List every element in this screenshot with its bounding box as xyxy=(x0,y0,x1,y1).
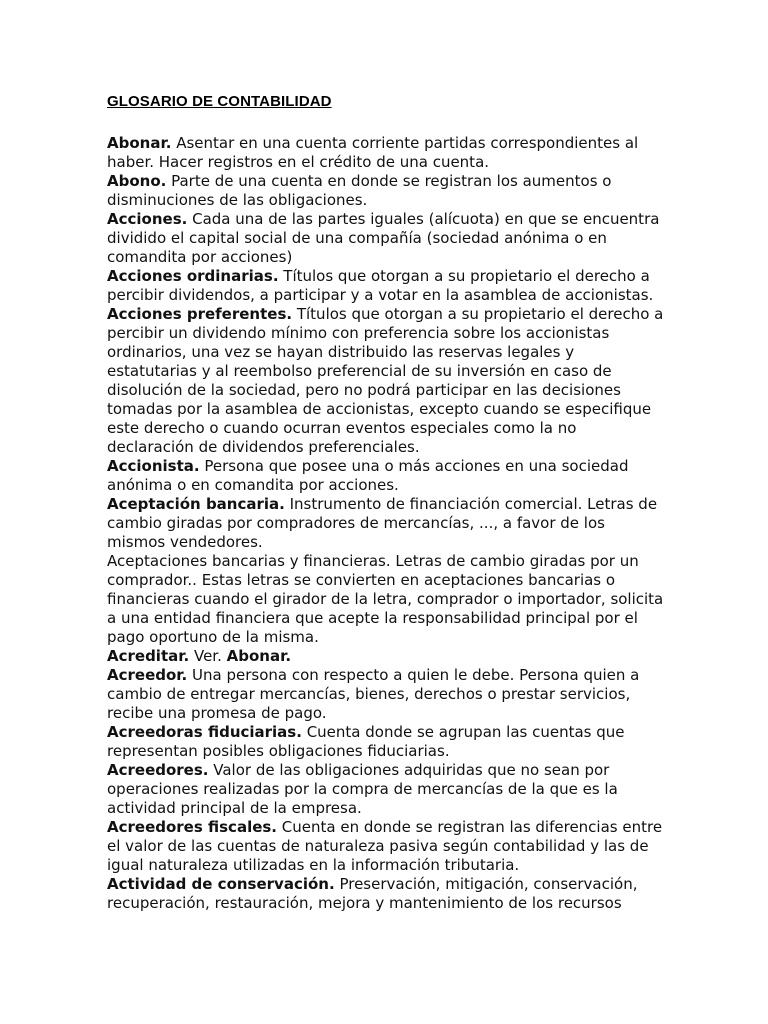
entry-definition: Aceptaciones bancarias y financieras. Letras de cambio giradas por un comprador.. Estas letras se convierten en aceptaciones bancarias o financieras cuando el girador de la letra, comprador o importador, solicita a una entidad financiera que acepte la responsabilidad principal por el pago oportuno de la misma. xyxy=(107,552,664,646)
glossary-entry xyxy=(107,647,667,666)
entry-term: Accionista. xyxy=(107,457,200,475)
entry-definition: Parte de una cuenta en donde se registran los aumentos o disminuciones de las obligaciones. xyxy=(107,172,612,209)
glossary-entry xyxy=(107,875,667,913)
page-title: GLOSARIO DE CONTABILIDAD xyxy=(107,93,332,110)
entry-term: Acciones ordinarias. xyxy=(107,267,279,285)
entry-definition: Títulos que otorgan a su propietario el derecho a percibir un dividendo mínimo con preferencia sobre los accionistas ordinarios, una vez se hayan distribuido las reservas legales y estatutarias y al reembolso preferencial de su inversión en caso de disolución de la sociedad, pero no podrá participar en las decisiones tomadas por la asamblea de accionistas, excepto cuando se especifique este derecho o cuando ocurran eventos especiales como la no declaración de dividendos preferenciales. xyxy=(107,305,664,456)
entry-definition: Persona que posee una o más acciones en una sociedad anónima o en comandita por acciones. xyxy=(107,457,629,494)
entry-term: Actividad de conservación. xyxy=(107,875,335,893)
entry-definition: Cuenta donde se agrupan las cuentas que representan posibles obligaciones fiduciarias. xyxy=(107,723,625,760)
entry-definition: Ver. xyxy=(189,647,227,665)
entry-reference: Abonar. xyxy=(226,647,292,665)
entry-term: Acciones preferentes. xyxy=(107,305,293,323)
glossary-entry xyxy=(107,723,667,761)
glossary-entry xyxy=(107,666,667,723)
entry-term: Acreedores. xyxy=(107,761,209,779)
entry-definition: Títulos que otorgan a su propietario el derecho a percibir dividendos, a participar y a votar en la asamblea de accionistas. xyxy=(107,267,654,304)
glossary-entry xyxy=(107,210,667,267)
entry-term: Acreedoras fiduciarias. xyxy=(107,723,302,741)
glossary-entry xyxy=(107,495,667,552)
glossary-entry xyxy=(107,305,667,457)
entry-definition: Instrumento de financiación comercial. Letras de cambio giradas por compradores de mercancías, ..., a favor de los mismos vendedores. xyxy=(107,495,658,551)
entry-definition: Asentar en una cuenta corriente partidas correspondientes al haber. Hacer registros en el crédito de una cuenta. xyxy=(107,134,639,171)
entry-term: Abonar. xyxy=(107,134,172,152)
entry-term: Aceptación bancaria. xyxy=(107,495,285,513)
glossary-entry xyxy=(107,134,667,172)
entry-term: Acreedores fiscales. xyxy=(107,818,278,836)
entry-definition: Preservación, mitigación, conservación, recuperación, restauración, mejora y mantenimiento de los recursos xyxy=(107,875,638,912)
glossary-entry xyxy=(107,172,667,210)
entry-term: Acciones. xyxy=(107,210,188,228)
entry-term: Acreditar. xyxy=(107,647,190,665)
glossary-entry xyxy=(107,457,667,495)
entry-definition: Valor de las obligaciones adquiridas que no sean por operaciones realizadas por la compra de mercancías de la que es la actividad principal de la empresa. xyxy=(107,761,618,817)
entry-definition: Cuenta en donde se registran las diferencias entre el valor de las cuentas de naturaleza pasiva según contabilidad y las de igual naturaleza utilizadas en la información tributaria. xyxy=(107,818,663,874)
entry-definition: Una persona con respecto a quien le debe. Persona quien a cambio de entregar mercancías, bienes, derechos o prestar servicios, recibe una promesa de pago. xyxy=(107,666,640,722)
glossary-entry xyxy=(107,552,667,647)
entry-definition: Cada una de las partes iguales (alícuota) en que se encuentra dividido el capital social de una compañía (sociedad anónima o en comandita por acciones) xyxy=(107,210,660,266)
glossary-entry xyxy=(107,818,667,875)
glossary-entry xyxy=(107,761,667,818)
glossary-list xyxy=(107,134,667,913)
glossary-entry xyxy=(107,267,667,305)
entry-term: Acreedor. xyxy=(107,666,188,684)
entry-term: Abono. xyxy=(107,172,167,190)
